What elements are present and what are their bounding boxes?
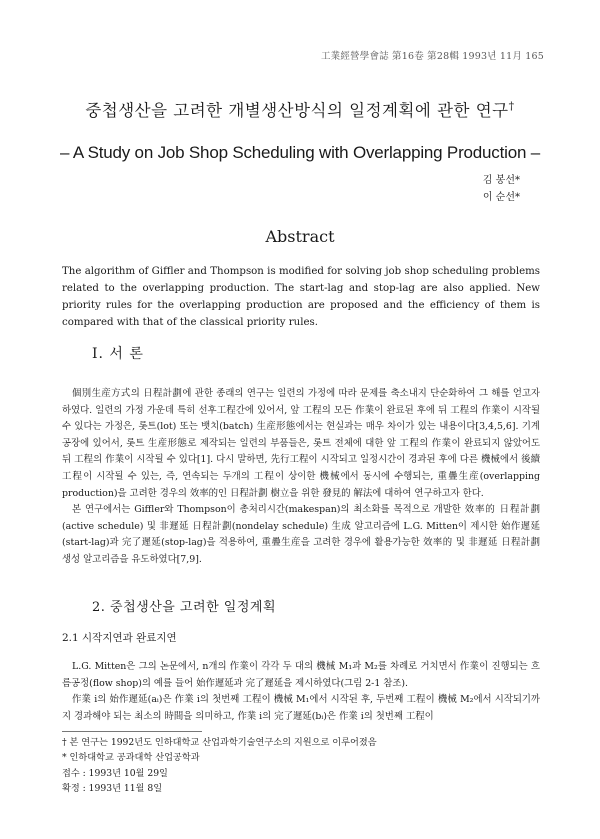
title-footnote-mark: † — [508, 99, 515, 113]
footnote-received: 접수 : 1993년 10월 29일 — [62, 767, 168, 779]
running-header: 工業經營學會誌 第16卷 第28輯 1993년 11月 165 — [320, 51, 544, 62]
footnote-funding: † 본 연구는 1992년도 인하대학교 산업과학기술연구소의 지원으로 이루어졌음 — [62, 737, 377, 748]
author-2: 이 순선* — [482, 192, 520, 203]
abstract-heading: Abstract — [265, 227, 335, 246]
section-2-heading: 2. 중첩생산을 고려한 일정계획 — [92, 600, 276, 615]
author-1: 김 봉선* — [482, 175, 520, 186]
footnote-accepted: 확정 : 1993년 11월 8일 — [62, 783, 163, 795]
section-1-body — [62, 386, 540, 569]
korean-title-text: 중첩생산을 고려한 개별생산방식의 일정계획에 관한 연구 — [85, 101, 509, 120]
section-1-paragraph-1: 個別生産方式의 日程計劃에 관한 종래의 연구는 일련의 가정에 따라 문제를 축소내지 단순화하여 그 해를 얻고자 하였다. 일련의 가정 가운데 특히 선후工程간에 있어서, 앞 工程의 모든 作業이 완료된 후에 뒤 工程의 作業이 시작될 수 있다는 가정은, 롯트(lot) 또는 뱃치(batch) 生産形態에서는 현실과는 매우 차이가 있는 내용이다[3,4,5,6]. 기계공장에 있어서, 롯트 生産形態로 제작되는 일련의 부품들은, 롯트 전체에 대한 앞 工程의 作業이 완료되지 않았어도 뒤 工程의 作業이 시작될 수 있다[1]. 다시 말하면, 先行工程이 시작되고 일정시간이 경과된 후에 다른 機械에서 後續工程이 시작될 수 있는, 즉, 연속되는 두개의 工程이 상이한 機械에서 동시에 수행되는, 重疊生産(overlapping production)을 고려한 경우의 效率的인 日程計劃 樹立을 위한 發見的 解法에 대하여 연구하고자 한다. — [62, 388, 540, 499]
english-title: – A Study on Job Shop Scheduling with Overlapping Production – — [60, 143, 540, 162]
subsection-2-1-heading: 2.1 시작지연과 완료지연 — [62, 632, 177, 644]
footnote-affiliation: * 인하대학교 공과대학 산업공학과 — [62, 752, 200, 764]
section-1-heading: I. 서 론 — [92, 346, 144, 362]
korean-title — [0, 97, 600, 121]
author-list — [483, 172, 520, 206]
footnotes — [62, 735, 542, 797]
section-2-paragraph-2: 作業 i의 始作遲延(aᵢ)은 作業 i의 첫번째 工程이 機械 M₁에서 시작된 후, 두번째 工程이 機械 M₂에서 시작되기까지 경과해야 되는 최소의 時間을 의미하고, 作業 i의 完了遲延(bᵢ)은 作業 i의 첫번째 工程이 — [62, 694, 540, 722]
section-2-body — [62, 659, 540, 725]
section-2-paragraph-1: L.G. Mitten은 그의 논문에서, n개의 作業이 각각 두 대의 機械 M₁과 M₂를 차례로 거치면서 作業이 진행되는 흐름공정(flow shop)의 예를 들어 始作遲延과 完了遲延을 제시하였다(그림 2-1 참조). — [62, 661, 540, 689]
footnote-divider — [62, 731, 202, 732]
abstract-body: The algorithm of Giffler and Thompson is modified for solving job shop scheduling problems related to the overlapping production. The start-lag and stop-lag are also applied. New priority rules for the overlapping production are proposed and the efficiency of them is compared with that of the classical priority rules. — [62, 266, 540, 328]
section-1-paragraph-2: 본 연구에서는 Giffler와 Thompson이 총처리시간(makespan)의 최소화를 목적으로 개발한 效率的 日程計劃(active schedule) 및 非遲延 日程計劃(nondelay schedule) 生成 알고리즘에 L.G. Mitten이 제시한 始作遲延(start-lag)과 完了遲延(stop-lag)을 적용하여, 重疊生産을 고려한 경우에 활용가능한 效率的 및 非遲延 日程計劃 생성 알고리즘을 유도하였다[7,9]. — [62, 504, 540, 565]
